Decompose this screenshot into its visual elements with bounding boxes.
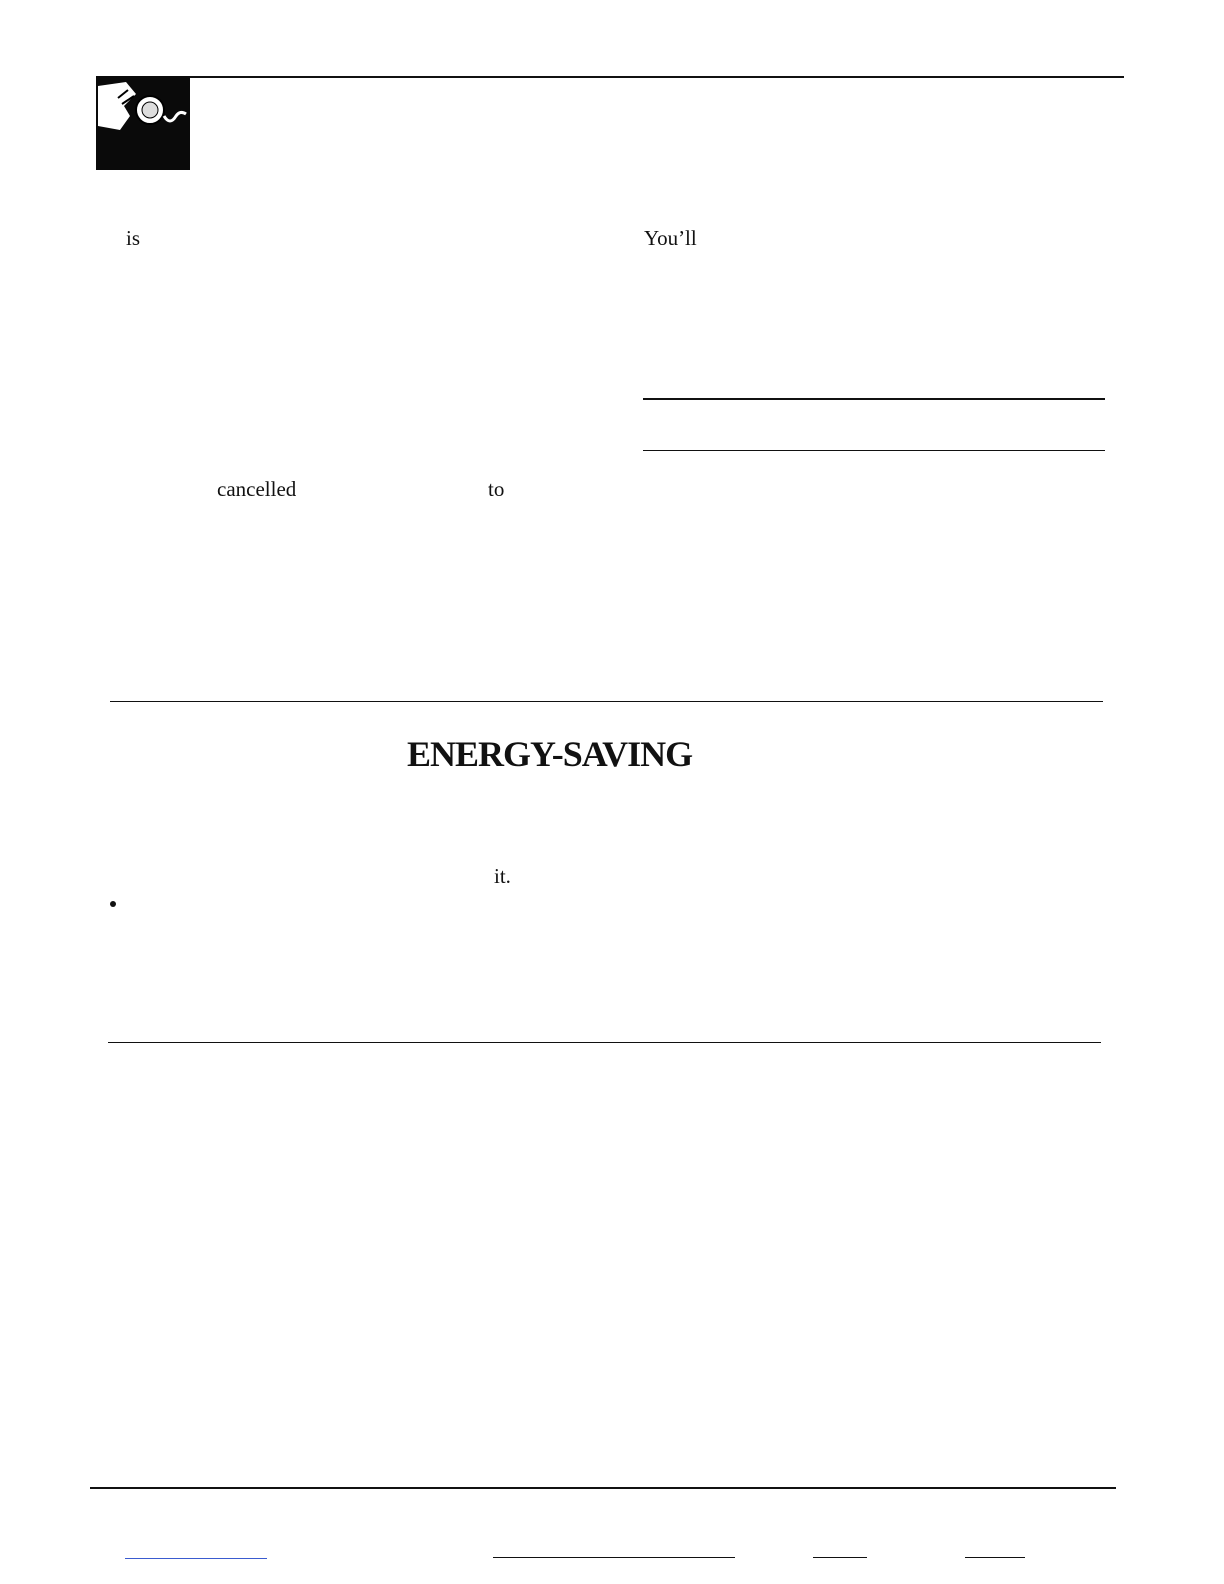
footer-rule	[90, 1487, 1116, 1489]
list-bullet	[110, 901, 116, 907]
left-column-text-cancelled: cancelled	[217, 477, 297, 501]
footer-link-underline[interactable]	[125, 1558, 267, 1559]
left-column-text-to: to	[488, 477, 505, 501]
section-heading: ENERGY-SAVING	[407, 734, 693, 774]
right-column-rule-top	[643, 398, 1105, 400]
header-logo	[96, 76, 190, 170]
left-column-text-is: is	[126, 226, 141, 250]
header-top-rule	[96, 76, 1124, 78]
footer-line-2	[813, 1557, 867, 1558]
telephone-illustration-icon	[96, 76, 190, 170]
energy-text-it: it.	[494, 864, 511, 888]
right-column-text-youll: You’ll	[644, 226, 697, 250]
section-divider-bottom	[108, 1042, 1101, 1043]
section-divider-top	[110, 701, 1103, 702]
right-column-rule-bottom	[643, 450, 1105, 451]
footer-line-1	[493, 1557, 735, 1558]
footer-line-3	[965, 1557, 1025, 1558]
